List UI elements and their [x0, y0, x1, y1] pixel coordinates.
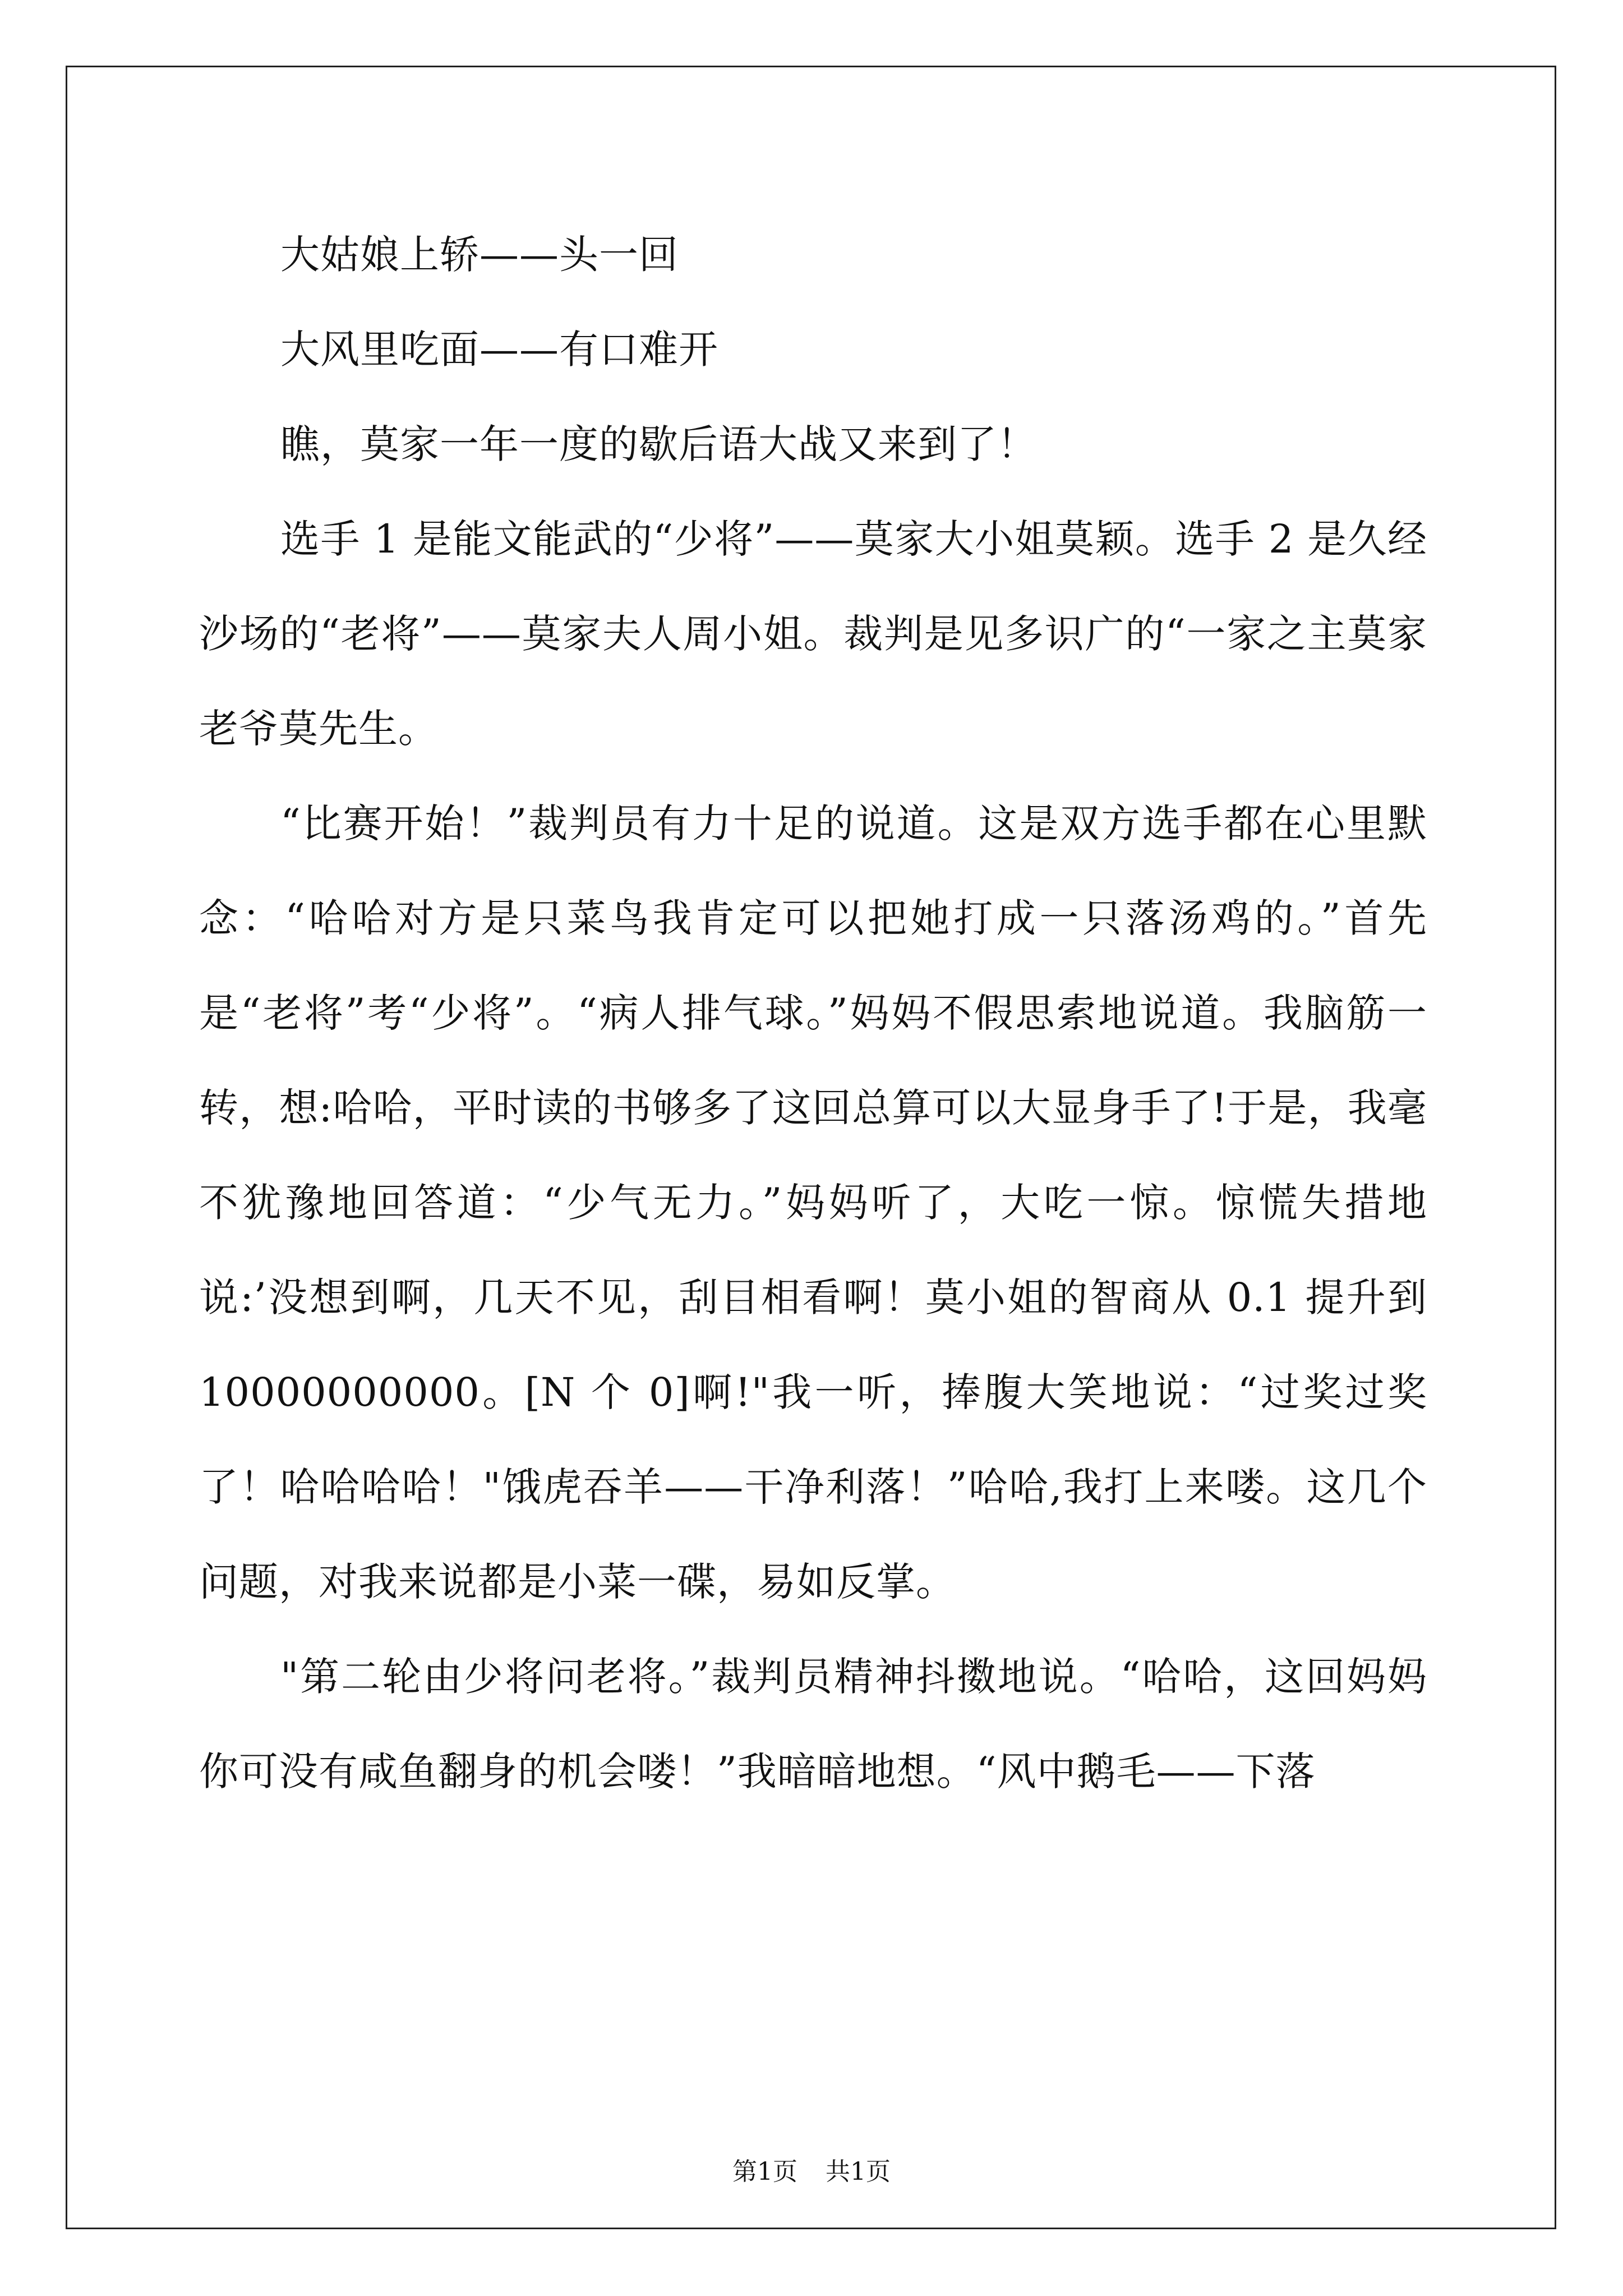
paragraph-6: "第二轮由少将问老将。”裁判员精神抖擞地说。“哈哈，这回妈妈你可没有咸鱼翻身的机会喽！”我暗暗地想。“风中鹅毛——下落: [199, 1654, 1427, 1795]
paragraph-2: 大风里吃面——有口难开: [280, 326, 718, 372]
paragraph-3: 瞧，莫家一年一度的歇后语大战又来到了！: [280, 421, 1037, 467]
page-number: 第1页: [732, 2157, 797, 2186]
paragraph-5: “比赛开始！”裁判员有力十足的说道。这是双方选手都在心里默念：“哈哈对方是只菜鸟我肯定可以把她打成一只落汤鸡的。”首先是“老将”考“少将”。“病人排气球。”妈妈不假思索地说道。我脑筋一转，想:哈哈，平时读的书够多了这回总算可以大显身手了!于是，我毫不犹豫地回答道：“少气无力。”妈妈听了，大吃一惊。惊慌失措地说:’没想到啊，几天不见，刮目相看啊！莫小姐的智商从 0.1 提升到 10000000000。[N 个 0]啊!"我一听，捧腹大笑地说：“过奖过奖了！哈哈哈哈！"饿虎吞羊——干净利落！”哈哈,我打上来喽。这几个问题，对我来说都是小菜一碟，易如反掌。: [199, 800, 1427, 1605]
paragraph-1: 大姑娘上轿——头一回: [280, 232, 679, 278]
page-footer: [0, 2151, 1623, 2187]
document-body: [199, 208, 1427, 1819]
paragraph-4: 选手 1 是能文能武的“少将”——莫家大小姐莫颖。选手 2 是久经沙场的“老将”——莫家夫人周小姐。裁判是见多识广的“一家之主莫家老爷莫先生。: [199, 516, 1427, 752]
page-total: 共1页: [826, 2157, 891, 2186]
